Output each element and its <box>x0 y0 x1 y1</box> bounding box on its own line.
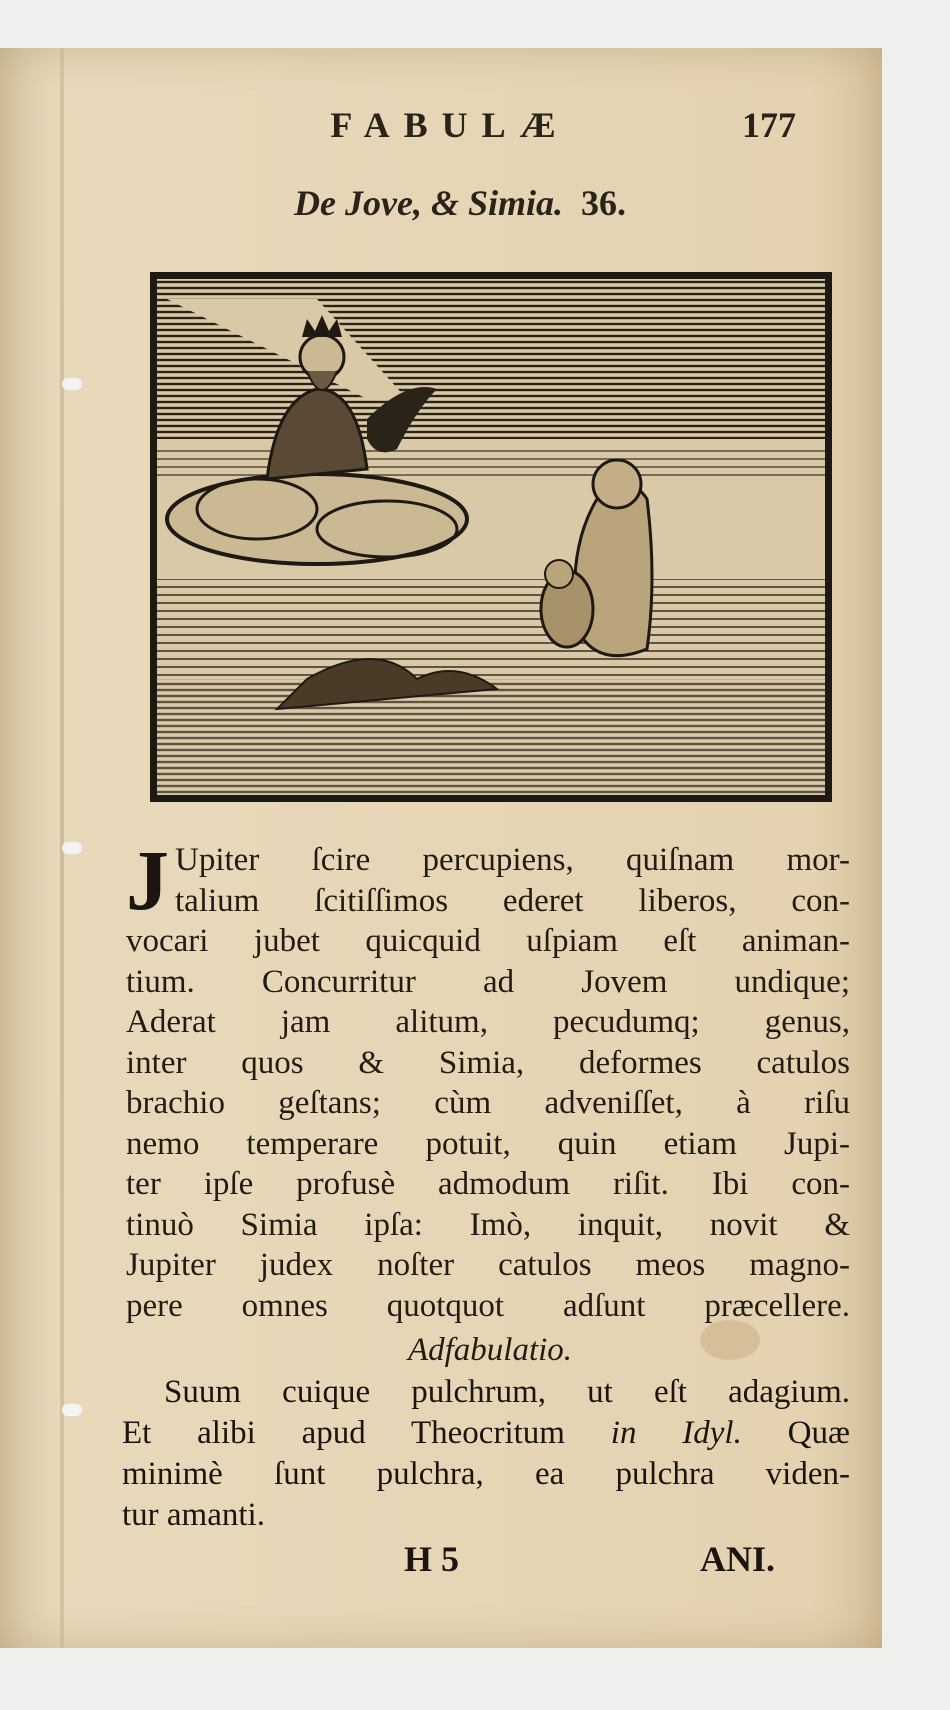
text-line: inter quos & Simia, deformes catulos <box>126 1044 850 1081</box>
moral-line <box>122 1413 850 1454</box>
binding-hole <box>62 842 82 854</box>
text-line: brachio geſtans; cùm adveniſſet, à riſu <box>126 1085 850 1121</box>
moral-reference: in Idyl. <box>610 1415 742 1451</box>
binding-hole <box>62 378 82 390</box>
fable-title-text: De Jove, & Simia. <box>294 183 563 223</box>
woodcut-image <box>157 279 825 795</box>
moral-line: tur amanti. <box>122 1497 265 1533</box>
fable-title <box>190 182 730 224</box>
moral-line: Suum cuique pulchrum, ut eſt adagium. <box>164 1374 850 1410</box>
text-line: Aderat jam alitum, pecudumq; genus, <box>126 1004 850 1040</box>
fable-text <box>126 832 850 1326</box>
text-line: Jupiter judex noſter catulos meos magno- <box>126 1247 850 1283</box>
binding-hole <box>62 1404 82 1416</box>
text-line: vocari jubet quicquid uſpiam eſt animan- <box>126 923 850 959</box>
text-line: Upiter ſcire percupiens, quiſnam mor- <box>175 842 850 878</box>
catchword: ANI. <box>700 1539 776 1579</box>
signature-mark: H 5 <box>404 1539 460 1579</box>
running-title: FABULÆ <box>330 105 570 145</box>
moral-text <box>122 1372 850 1536</box>
text-line: pere omnes quotquot adſunt præcellere. <box>126 1287 850 1324</box>
text-line: nemo temperare potuit, quin etiam Jupi- <box>126 1125 850 1162</box>
moral-line: minimè ſunt pulchra, ea pulchra viden- <box>122 1456 850 1492</box>
woodcut-illustration <box>150 272 832 802</box>
moral-line-part: Et alibi apud Theocritum <box>122 1415 611 1451</box>
text-line: tinuò Simia ipſa: Imò, inquit, novit & <box>126 1206 850 1243</box>
text-line: tium. Concurritur ad Jovem undique; <box>126 963 850 1000</box>
fable-number: 36. <box>580 183 626 223</box>
moral-line-part: Quæ <box>741 1415 850 1451</box>
page-number: 177 <box>742 105 796 145</box>
page-stain <box>700 1320 760 1360</box>
drop-capital: J <box>126 832 169 928</box>
text-line: talium ſcitiſſimos ederet liberos, con- <box>175 882 850 919</box>
text-line: ter ipſe profusè admodum riſit. Ibi con- <box>126 1166 850 1202</box>
moral-heading: Adfabulatio. <box>407 1332 573 1368</box>
